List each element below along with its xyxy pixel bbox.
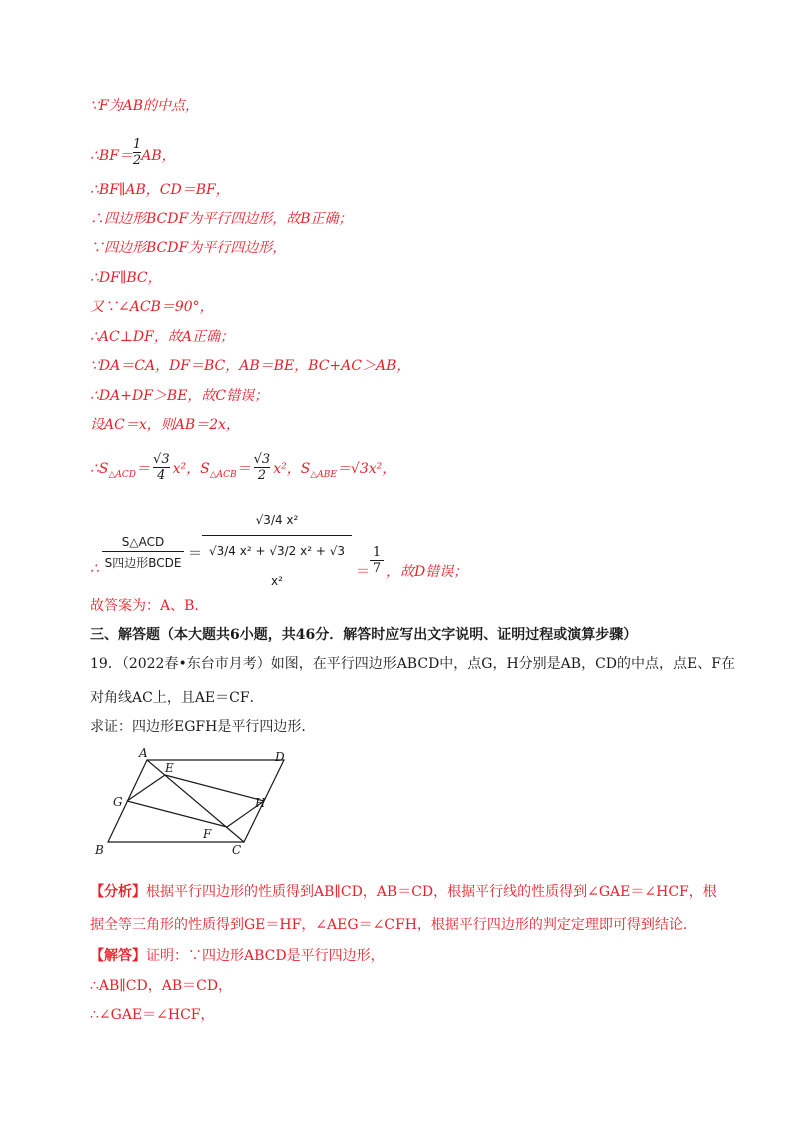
big-den: √3/4 x² + √3/2 x² + √3 x²: [208, 544, 346, 588]
label-g: G: [113, 795, 123, 809]
label-a: A: [139, 746, 148, 760]
question-19-line-3: 求证：四边形EGFH是平行四边形．: [90, 719, 316, 735]
l12-sub2: △ACB: [209, 469, 237, 480]
question-19-line-1: 19．（2022春•东台市月考）如图，在平行四边形ABCD中，点G，H分别是AB，CD的中点，点E、F在: [90, 656, 735, 672]
line-10: ∴DA+DF＞BE，故C错误；: [90, 388, 269, 404]
line-5: ∵四边形BCDF为平行四边形，: [90, 240, 287, 256]
label-c: C: [232, 843, 242, 857]
segment-fg: [127, 801, 227, 827]
ratio-expression: [90, 505, 510, 588]
big-num: √3/4 x²: [255, 513, 299, 527]
segment-ge: [127, 775, 165, 801]
l12-x2: x²，S: [273, 461, 311, 477]
analysis-text-1: 根据平行四边形的性质得到AB∥CD，AB＝CD，根据平行线的性质得到∠GAE＝∠HCF，根: [146, 884, 717, 900]
label-h: H: [255, 796, 266, 810]
l13-result-eq: ＝: [356, 564, 370, 580]
big-fraction: [202, 505, 352, 588]
left-fraction: [102, 535, 184, 571]
line-11: 设AC＝x，则AB＝2x，: [90, 417, 240, 433]
l13-suffix: ，故D错误；: [386, 564, 468, 580]
line-2-prefix: ∴BF＝: [90, 148, 133, 164]
frac-den: 2: [132, 153, 142, 168]
l12-frac2: [254, 452, 271, 483]
solution-line-2: ∴AB∥CD，AB＝CD，: [90, 978, 233, 994]
l12-frac1: [153, 452, 170, 483]
l12-eq3: ＝√3x²，: [336, 461, 397, 477]
analysis-line-1: [90, 883, 717, 901]
left-num: S△ACD: [121, 535, 165, 549]
analysis-tag: 【分析】: [90, 884, 146, 900]
result-fraction: [370, 545, 384, 576]
result-den: 7: [372, 561, 382, 576]
l12-eq1: ＝: [136, 461, 151, 477]
diagonal-ac: [147, 760, 244, 842]
left-den: S四边形BCDE: [104, 556, 182, 570]
frac-num: 1: [132, 137, 142, 152]
line-12: [90, 452, 396, 484]
l12-x1: x²，S: [172, 461, 210, 477]
l12-eq2: ＝: [236, 461, 251, 477]
l13-eq: ＝: [188, 546, 202, 562]
line-14: 故答案为：A、B．: [90, 598, 209, 614]
result-num: 1: [372, 545, 382, 560]
solution-tag: 【解答】: [90, 948, 146, 964]
parallelogram-figure: [92, 746, 292, 858]
l12-a: ∴S: [90, 461, 109, 477]
line-4: ∴四边形BCDF为平行四边形，故B正确；: [90, 211, 353, 227]
label-f: F: [203, 827, 212, 841]
line-9: ∵DA＝CA，DF＝BC，AB＝BE，BC+AC＞AB，: [90, 358, 411, 374]
analysis-line-2: 据全等三角形的性质得到GE＝HF，∠AEG＝∠CFH，根据平行四边形的判定定理即可得到结论．: [90, 917, 697, 933]
line-1: ∵F为AB的中点，: [90, 98, 200, 114]
l12-den1: 4: [157, 468, 166, 483]
line-6: ∴DF∥BC，: [90, 270, 162, 286]
line-2: [90, 137, 176, 168]
solution-line-3: ∴∠GAE＝∠HCF，: [90, 1007, 215, 1023]
solution-line-1: [90, 947, 385, 965]
fraction-half: [133, 137, 141, 168]
line-8: ∴AC⊥DF，故A正确；: [90, 329, 234, 345]
question-19-line-2: 对角线AC上，且AE＝CF．: [90, 690, 264, 706]
l12-num2: √3: [253, 452, 271, 467]
l12-sub3: △ABE: [310, 469, 337, 480]
l13-prefix: ∴: [90, 561, 99, 577]
label-b: B: [95, 843, 104, 857]
line-7: 又∵∠ACB＝90°，: [90, 299, 214, 315]
solution-text-1: 证明：∵四边形ABCD是平行四边形，: [146, 948, 385, 964]
line-2-suffix: AB，: [141, 148, 176, 164]
l12-num1: √3: [153, 452, 170, 467]
l12-sub1: △ACD: [108, 469, 137, 480]
line-3: ∴BF∥AB，CD＝BF，: [90, 182, 230, 198]
section-heading: 三、解答题（本大题共6小题，共46分．解答时应写出文字说明、证明过程或演算步骤）: [90, 627, 638, 643]
label-d: D: [275, 750, 285, 764]
label-e: E: [165, 761, 174, 775]
l12-den2: 2: [257, 468, 267, 483]
